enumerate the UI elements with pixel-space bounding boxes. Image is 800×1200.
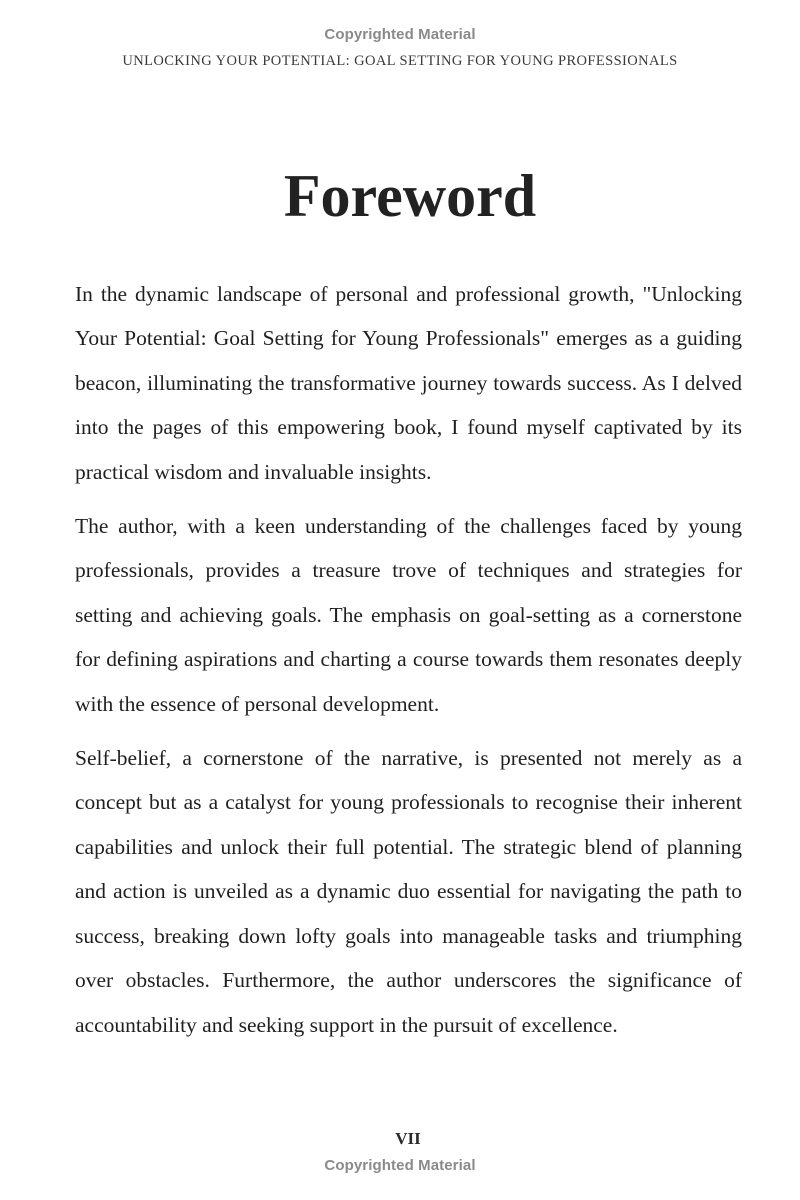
paragraph-3: Self-belief, a cornerstone of the narrative, is presented not merely as a concept but as a catalyst for young professionals to recognise their inherent capabilities and unlock their full potential. The strategic blend of planning and action is unveiled as a dynamic duo essential for navigating the path to success, breaking down lofty goals into manageable tasks and triumphing over obstacles. Furthermore, the author underscores the significance of accountability and seeking support in the pursuit of excellence. (75, 746, 742, 1037)
copyright-watermark-top: Copyrighted Material (324, 26, 476, 43)
chapter-title: Foreword (283, 163, 537, 229)
copyright-watermark-bottom: Copyrighted Material (324, 1157, 476, 1174)
body-text (75, 272, 742, 1057)
running-header: UNLOCKING YOUR POTENTIAL: GOAL SETTING FOR YOUNG PROFESSIONALS (122, 53, 678, 69)
paragraph-2: The author, with a keen understanding of the challenges faced by young professionals, provides a treasure trove of techniques and strategies for setting and achieving goals. The emphasis on goal-setting as a cornerstone for defining aspirations and charting a course towards them resonates deeply with the essence of personal development. (75, 514, 742, 716)
paragraph-1: In the dynamic landscape of personal and professional growth, "Unlocking Your Potential: Goal Setting for Young Professionals" emerges as a guiding beacon, illuminating the transformative journey towards success. As I delved into the pages of this empowering book, I found myself captivated by its practical wisdom and invaluable insights. (75, 282, 742, 484)
page-number: VII (395, 1129, 421, 1148)
